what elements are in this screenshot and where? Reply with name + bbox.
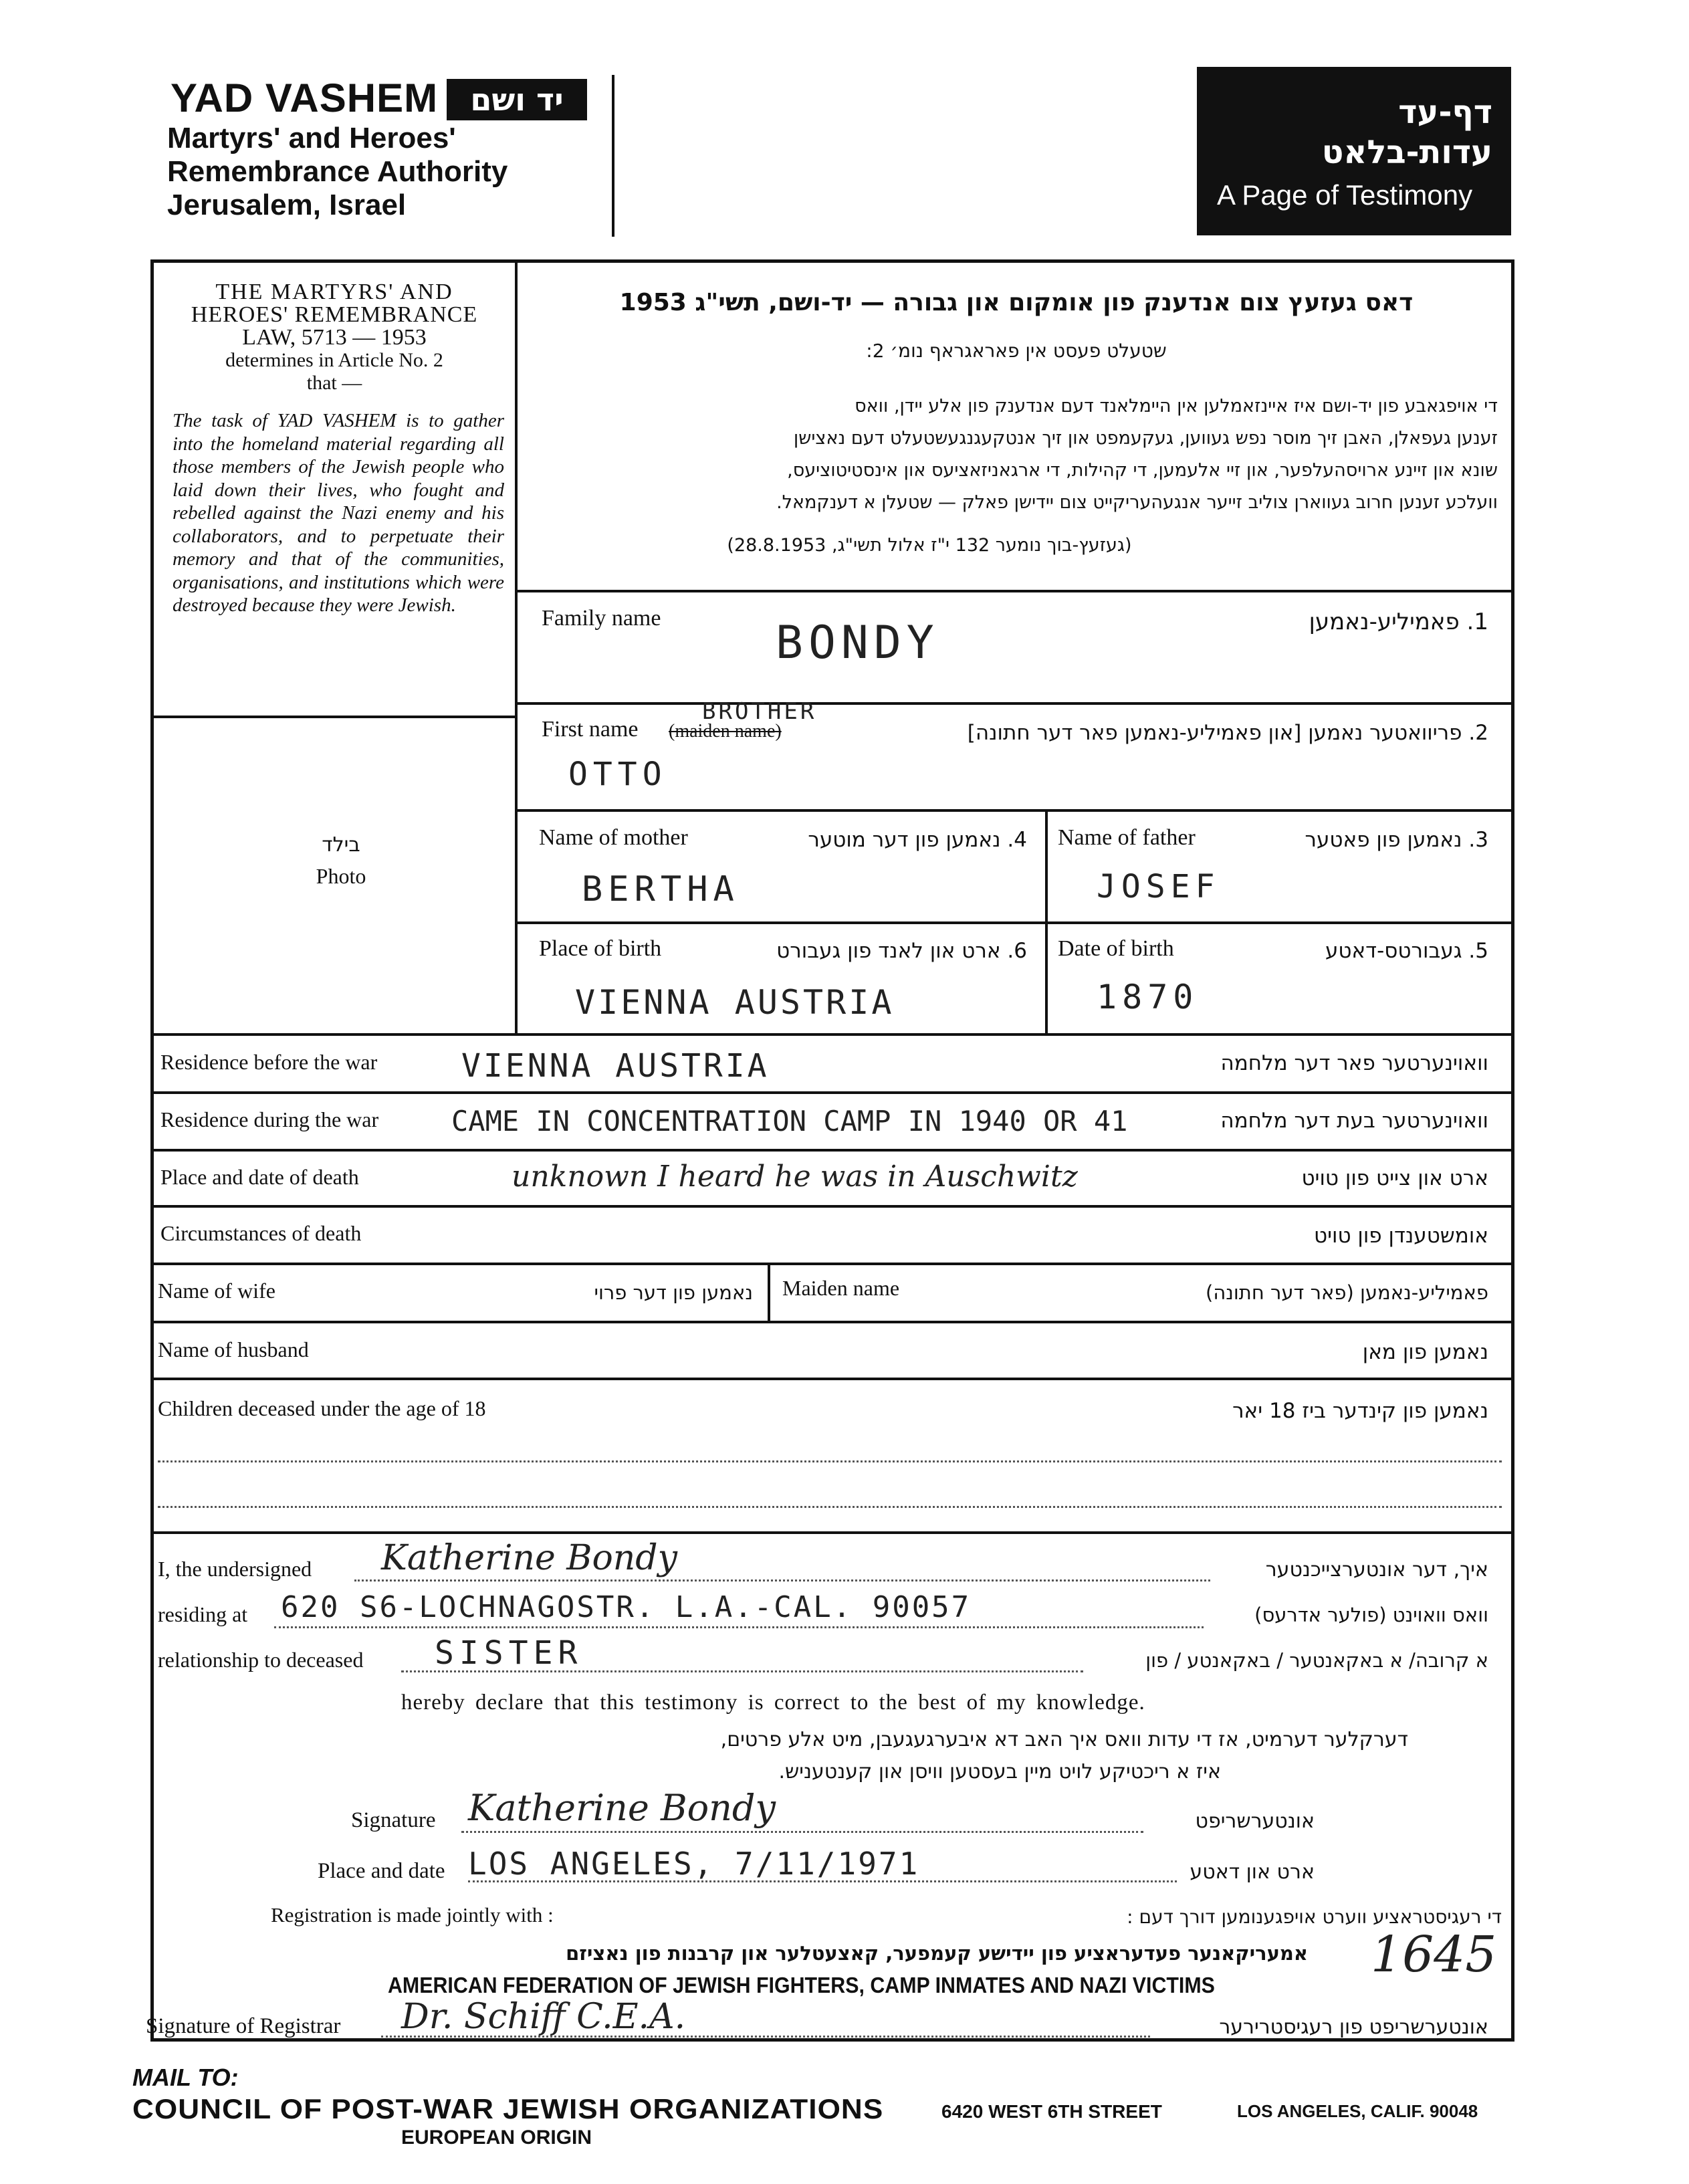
org-line-1: Martyrs' and Heroes' xyxy=(167,122,456,154)
mail-to: MAIL TO: xyxy=(132,2064,239,2091)
testimony-title: A Page of Testimony xyxy=(1217,179,1473,211)
line-res-before xyxy=(152,1033,1514,1036)
law-body: The task of YAD VASHEM is to gather into the homeland material regarding all those members of the Jewish people who laid down their lives, who fought and rebelled against the Nazi enemy and his collaborators, and to perpetuate their memory and that of the communities, organisations, and institutions which were destroyed because they were Jewish. xyxy=(173,410,504,616)
death-hebrew: ארט און צייט פון טויט xyxy=(1301,1166,1488,1190)
residing-value: 620 S6-LOCHNAGOSTR. L.A.-CAL. 90057 xyxy=(281,1590,972,1624)
line-circumstances xyxy=(152,1205,1514,1208)
death-value: unknown I heard he was in Auschwitz xyxy=(512,1160,1078,1194)
line-birth xyxy=(515,921,1514,924)
registrar-hebrew: אונטערשריפט פון רעגיסטרירער xyxy=(1219,2015,1488,2039)
children-label: Children deceased under the age of 18 xyxy=(158,1396,486,1420)
date-of-birth-hebrew: 5. געבורטס-דאטע xyxy=(1325,939,1488,963)
place-of-birth-hebrew: 6. ארט און לאנד פון געבורט xyxy=(776,939,1027,963)
header-divider xyxy=(612,75,614,237)
maiden-hebrew: פאמיליע-נאמען (פאר דער חתונה) xyxy=(1206,1281,1488,1304)
relationship-hebrew: א קרובה/ א באקאנטער / באקאנטע / פון xyxy=(1145,1649,1488,1672)
federation-hebrew: אמעריקאנער פעדעראציע פון יידישע קעמפער, קאצעטלער און קרבנות פון נאציזם xyxy=(566,1942,1308,1965)
registrar-label: Signature of Registrar xyxy=(146,2014,341,2038)
residing-hebrew: וואס וואוינט (פולער אדרעס) xyxy=(1254,1604,1488,1626)
father-value: JOSEF xyxy=(1097,868,1220,905)
place-date-value: LOS ANGELES, 7/11/1971 xyxy=(468,1846,920,1882)
org-line-3: Jerusalem, Israel xyxy=(167,189,407,221)
line-parents xyxy=(515,809,1514,812)
children-dotted-line-2 xyxy=(158,1506,1502,1508)
line-res-during xyxy=(152,1091,1514,1094)
residence-before-label: Residence before the war xyxy=(160,1050,378,1074)
law-heb-body-2: זענען געפאלן, האבן זיך מוסר נפש געווען, געקעמפט און זיך אנטקעגנגעשטעלט דעם נאצישן xyxy=(793,428,1498,449)
line-family xyxy=(515,590,1514,592)
line-wife xyxy=(152,1263,1514,1265)
law-line-5: that — xyxy=(306,372,362,394)
law-line-4: determines in Article No. 2 xyxy=(225,349,443,371)
line-first xyxy=(515,702,1514,705)
testimony-hebrew-1: דף-עד xyxy=(1398,94,1492,131)
children-hebrew: נאמען פון קינדער ביז 18 יאר xyxy=(1232,1399,1488,1423)
street: 6420 WEST 6TH STREET xyxy=(941,2101,1162,2122)
wife-divider xyxy=(768,1263,770,1321)
registration-label: Registration is made jointly with : xyxy=(271,1903,554,1927)
residing-line xyxy=(274,1626,1204,1628)
line-husband xyxy=(152,1321,1514,1323)
law-heb-body-3: שונא און זיינע ארויסהעלפער, און זיי אלעמען, די קהילות, די ארגאניזאציעס און אינסטיטוציעס, xyxy=(787,460,1498,481)
org-name: YAD VASHEM xyxy=(171,76,439,120)
mother-label: Name of mother xyxy=(539,825,688,850)
wife-hebrew: נאמען פון דער פרוי xyxy=(594,1281,753,1304)
law-heb-subtitle: שטעלט פעסט אין פאראגראף נומ׳ 2: xyxy=(866,340,1167,362)
residence-before-hebrew: וואוינערטער פאר דער מלחמה xyxy=(1220,1051,1488,1075)
signature-hebrew: אונטערשריפט xyxy=(1195,1810,1315,1833)
father-hebrew: 3. נאמען פון פאטער xyxy=(1305,828,1488,852)
place-of-birth-value: VIENNA AUSTRIA xyxy=(575,983,895,1022)
undersigned-line xyxy=(354,1579,1210,1581)
line-death xyxy=(152,1149,1514,1152)
mother-hebrew: 4. נאמען פון דער מוטער xyxy=(808,828,1027,852)
line-children xyxy=(152,1378,1514,1380)
signature-line xyxy=(461,1831,1143,1833)
testimony-box xyxy=(1197,67,1511,235)
relationship-label: relationship to deceased xyxy=(158,1648,364,1672)
statement-hebrew-2: איז א ריכטיקע לויט מיין בעסטען וויסן און קענטעניש. xyxy=(778,1760,1221,1783)
line-declaration xyxy=(152,1531,1514,1534)
law-heb-title: דאס געזעץ צום אנדענק פון אומקום און גבורה — יד-ושם, תשי"ג 1953 xyxy=(619,289,1414,316)
undersigned-hebrew: איך, דער אונטערצייכנטער xyxy=(1265,1558,1488,1581)
date-of-birth-value: 1870 xyxy=(1097,978,1199,1016)
maiden-label: Maiden name xyxy=(782,1276,900,1300)
death-label: Place and date of death xyxy=(160,1165,359,1189)
law-line-3: LAW, 5713 — 1953 xyxy=(242,325,427,350)
org-line-2: Remembrance Authority xyxy=(167,155,508,188)
law-heb-body-4: וועלכע זענען חרוב געווארן צוליב זייער אנגעהעריקייט צום יידישן פאלק — שטעלן א דענקמאל. xyxy=(776,492,1498,513)
parents-divider xyxy=(1045,809,1048,1033)
residence-during-hebrew: וואוינערטער בעת דער מלחמה xyxy=(1220,1109,1488,1133)
undersigned-value: Katherine Bondy xyxy=(381,1538,677,1578)
european-origin: EUROPEAN ORIGIN xyxy=(401,2126,592,2149)
law-heb-body-5: (געזעץ-בוך נומער 132 י"ז אלול תשי"ג, 28.8.1953) xyxy=(727,535,1132,556)
signature-label: Signature xyxy=(351,1808,436,1832)
law-heb-body-1: די אויפגאבע פון יד-ושם איז איינזאמלען אין היימלאנד דעם אנדענק פון אלע יידן, וואס xyxy=(855,396,1498,417)
husband-hebrew: נאמען פון מאן xyxy=(1362,1340,1488,1364)
signature-value: Katherine Bondy xyxy=(468,1787,776,1829)
first-name-paren: (maiden name) xyxy=(669,721,782,742)
law-line-2: HEROES' REMEMBRANCE xyxy=(191,302,478,327)
residence-during-value: CAME IN CONCENTRATION CAMP IN 1940 OR 41 xyxy=(451,1105,1128,1137)
residence-before-value: VIENNA AUSTRIA xyxy=(461,1047,770,1085)
relationship-value: SISTER xyxy=(435,1634,583,1672)
family-name-value: BONDY xyxy=(776,617,939,669)
place-of-birth-label: Place of birth xyxy=(539,936,662,961)
statement: hereby declare that this testimony is correct to the best of my knowledge. xyxy=(401,1690,1145,1715)
wife-label: Name of wife xyxy=(158,1279,275,1303)
circumstances-hebrew: אומשטענדן פון טויט xyxy=(1313,1224,1488,1248)
residing-label: residing at xyxy=(158,1602,248,1626)
family-name-hebrew: 1. פאמיליע-נאמען xyxy=(1309,609,1488,635)
federation: AMERICAN FEDERATION OF JEWISH FIGHTERS, CAMP INMATES AND NAZI VICTIMS xyxy=(388,1973,1215,1997)
first-name-hebrew: 2. פריוואטער נאמען [און פאמיליע-נאמען פאר דער חתונה] xyxy=(967,721,1488,745)
law-bottom-line xyxy=(152,716,515,718)
children-dotted-line-1 xyxy=(158,1460,1502,1462)
photo-hebrew: בילד xyxy=(322,833,360,857)
date-of-birth-label: Date of birth xyxy=(1058,936,1174,961)
council: COUNCIL OF POST-WAR JEWISH ORGANIZATIONS xyxy=(132,2093,884,2124)
registrar-value: Dr. Schiff C.E.A. xyxy=(401,1997,686,2037)
family-name-label: Family name xyxy=(542,606,661,631)
husband-label: Name of husband xyxy=(158,1337,309,1361)
testimony-hebrew-2: עדות-בלאט xyxy=(1321,134,1492,171)
undersigned-label: I, the undersigned xyxy=(158,1557,312,1581)
place-date-hebrew: ארט און דאטע xyxy=(1190,1860,1315,1884)
statement-hebrew-1: דערקלער דערמיט, אז די עדות וואס איך האב דא איבערגעגעבן, מיט אלע פרטים, xyxy=(720,1728,1408,1751)
father-label: Name of father xyxy=(1058,825,1196,850)
mother-value: BERTHA xyxy=(582,869,740,909)
place-date-label: Place and date xyxy=(318,1859,445,1883)
registration-number: 1645 xyxy=(1371,1926,1497,1983)
org-name-hebrew: יד ושם xyxy=(447,79,587,120)
law-divider xyxy=(515,261,518,1033)
photo-label: Photo xyxy=(316,864,366,888)
first-name-annotation: BROTHER xyxy=(702,698,817,725)
city: LOS ANGELES, CALIF. 90048 xyxy=(1237,2101,1478,2121)
first-name-value: OTTO xyxy=(568,756,667,793)
circumstances-label: Circumstances of death xyxy=(160,1221,362,1245)
registration-hebrew: די רעגיסטראציע ווערט אויפגענומען דורך דעם : xyxy=(1127,1906,1502,1928)
first-name-label: First name xyxy=(542,717,639,742)
residence-during-label: Residence during the war xyxy=(160,1107,379,1131)
law-line-1: THE MARTYRS' AND xyxy=(215,280,453,304)
